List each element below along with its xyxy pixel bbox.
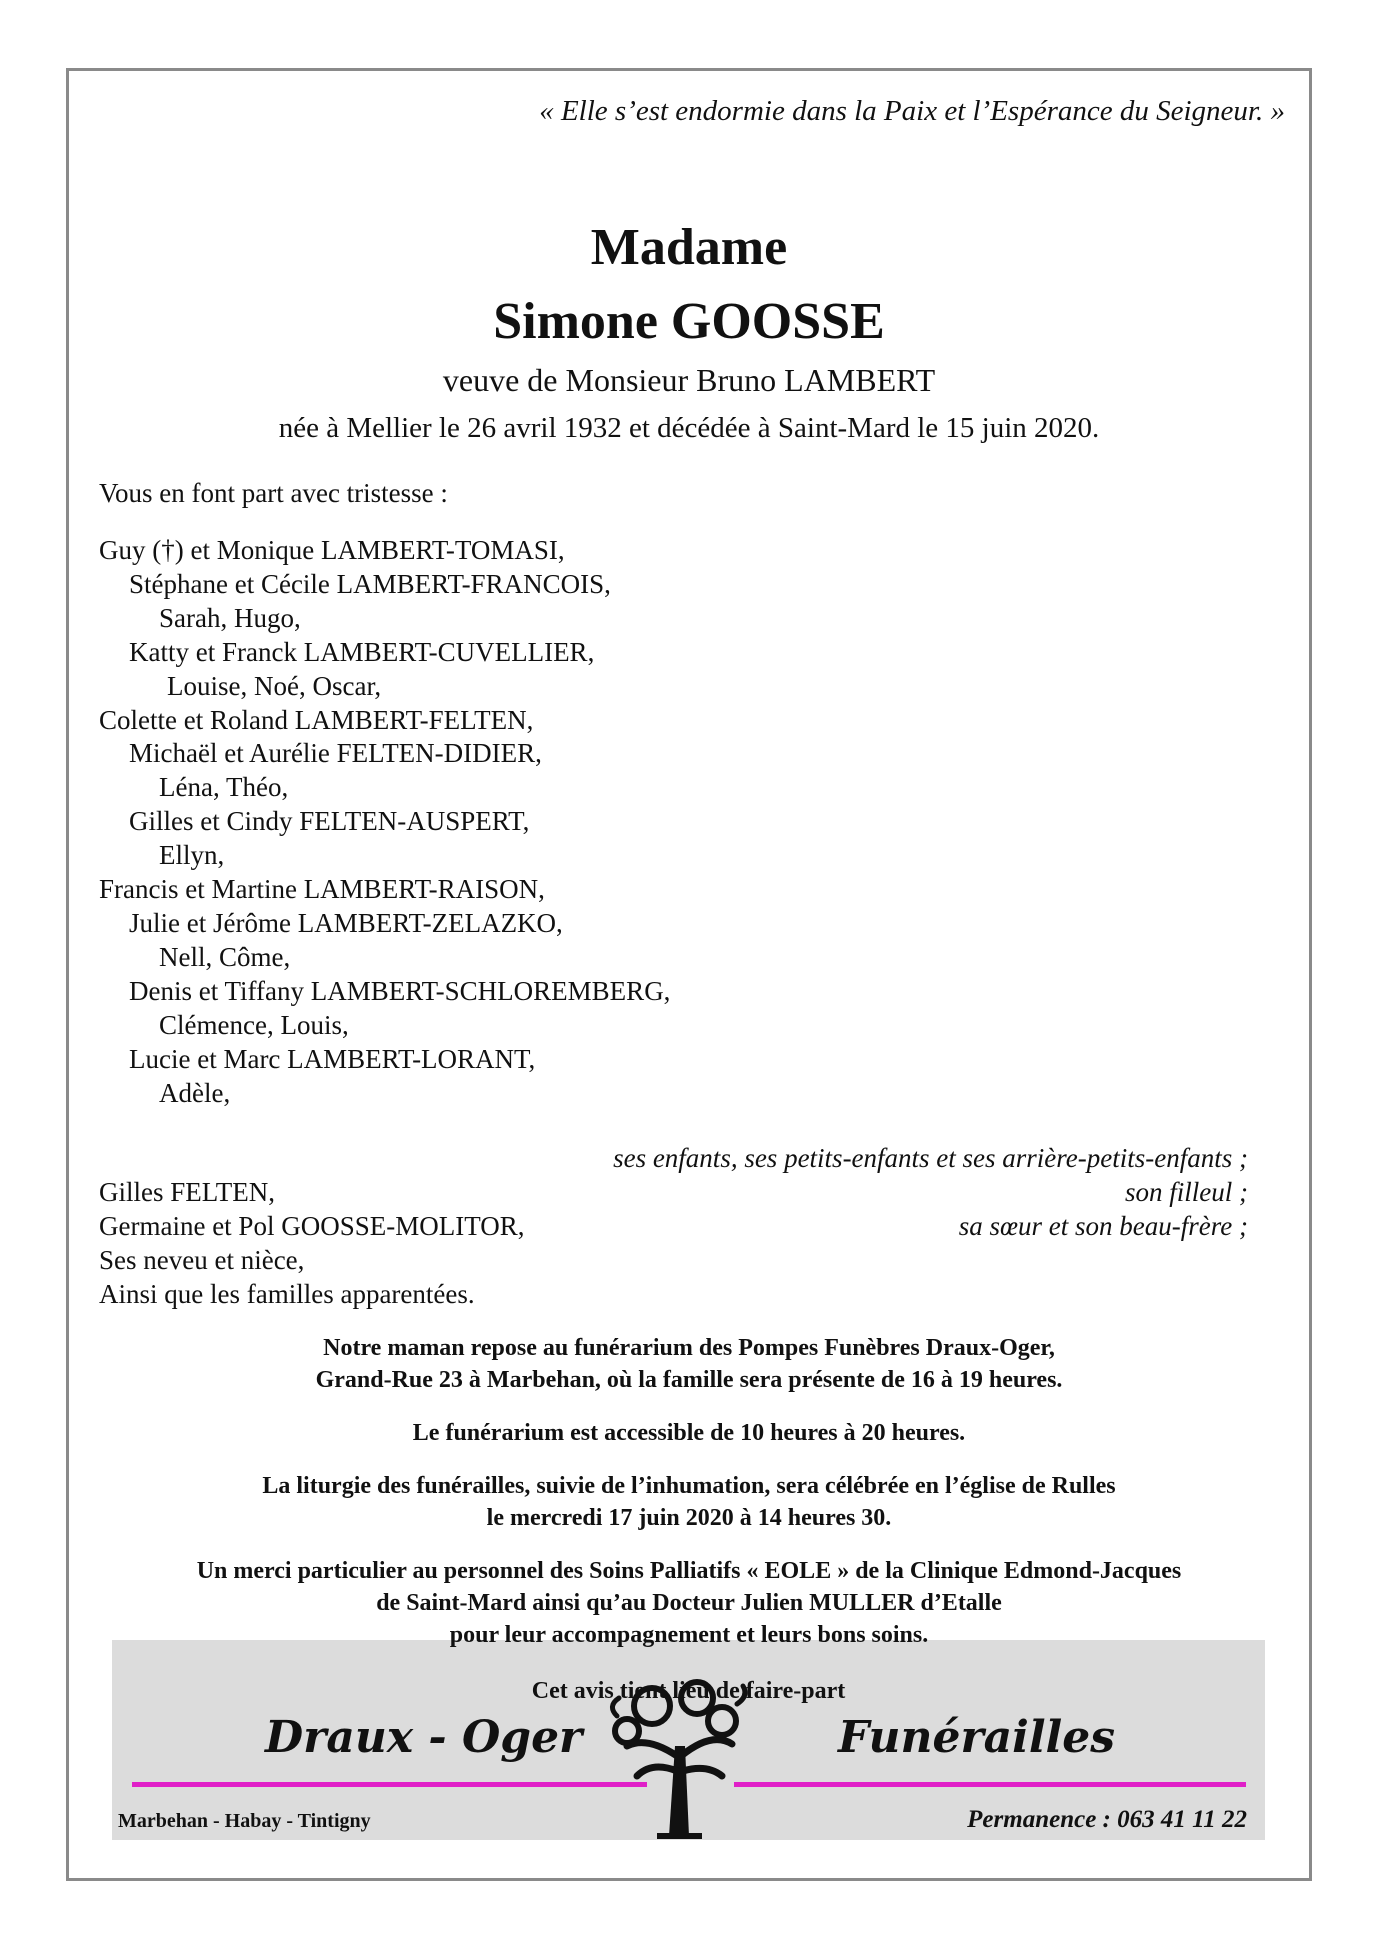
relation-children: ses enfants, ses petits-enfants et ses arrière-petits-enfants ; xyxy=(613,1143,1248,1173)
accent-line-left xyxy=(132,1782,647,1787)
godson-relation: son filleul ; xyxy=(1125,1177,1248,1207)
family-member-line: Clémence, Louis, xyxy=(159,1009,349,1040)
family-member-line: Francis et Martine LAMBERT-RAISON, xyxy=(99,874,545,905)
family-member-line: Nell, Côme, xyxy=(159,941,291,972)
banner-lead: Cet avis tient lieu de faire-part xyxy=(531,1678,846,1704)
sister-relation: sa sœur et son beau-frère ; xyxy=(958,1211,1248,1241)
birth-death-line: née à Mellier le 26 avril 1932 et décédée à Saint-Mard le 15 juin 2020. xyxy=(278,412,1100,444)
thanks-line-3: pour leur accompagnement et leurs bons soins. xyxy=(449,1622,929,1648)
family-member-line: Colette et Roland LAMBERT-FELTEN, xyxy=(99,704,534,735)
family-member-line: Guy (†) et Monique LAMBERT-TOMASI, xyxy=(99,535,565,565)
family-member-line: Louise, Noé, Oscar, xyxy=(167,670,382,701)
family-member-line: Michaël et Aurélie FELTEN-DIDIER, xyxy=(129,738,542,769)
rest-line-2: Grand-Rue 23 à Marbehan, où la famille sera présente de 16 à 19 heures. xyxy=(315,1367,1063,1393)
family-member-line: Ellyn, xyxy=(159,840,225,871)
family-member-line: Adèle, xyxy=(159,1077,231,1108)
godson-name: Gilles FELTEN, xyxy=(99,1177,276,1207)
family-member-line: Sarah, Hugo, xyxy=(159,602,301,633)
family-member-line: Julie et Jérôme LAMBERT-ZELAZKO, xyxy=(129,907,563,938)
nephew-line: Ses neveu et nièce, xyxy=(99,1245,305,1275)
thanks-line-2: de Saint-Mard ainsi qu’au Docteur Julien MULLER d’Etalle xyxy=(376,1590,1002,1616)
accent-line-right xyxy=(734,1782,1246,1787)
phone-text: Permanence : 063 41 11 22 xyxy=(967,1806,1247,1833)
tree-logo-icon xyxy=(597,1676,757,1840)
liturgy-line-1: La liturgie des funérailles, suivie de l’inhumation, sera célébrée en l’église de Rulles xyxy=(262,1473,1116,1499)
brand-name-right: Funérailles xyxy=(838,1712,1116,1763)
opening-quote: « Elle s’est endormie dans la Paix et l’Espérance du Seigneur. » xyxy=(539,95,1285,127)
family-list xyxy=(99,534,670,1110)
access-line: Le funérarium est accessible de 10 heures à 20 heures. xyxy=(412,1420,966,1446)
deceased-title: Madame xyxy=(590,219,788,276)
deceased-name: Simone GOOSSE xyxy=(493,293,885,350)
funeral-home-banner xyxy=(112,1640,1265,1840)
family-member-line: Lucie et Marc LAMBERT-LORANT, xyxy=(129,1043,536,1074)
brand-name-left: Draux - Oger xyxy=(265,1712,583,1763)
intro-text: Vous en font part avec tristesse : xyxy=(99,478,448,508)
family-member-line: Léna, Théo, xyxy=(159,772,289,803)
family-member-line: Katty et Franck LAMBERT-CUVELLIER, xyxy=(129,636,595,667)
liturgy-line-2: le mercredi 17 juin 2020 à 14 heures 30. xyxy=(486,1505,892,1531)
towns-text: Marbehan - Habay - Tintigny xyxy=(118,1810,371,1832)
sister-name: Germaine et Pol GOOSSE-MOLITOR, xyxy=(99,1211,525,1241)
family-member-line: Denis et Tiffany LAMBERT-SCHLOREMBERG, xyxy=(129,975,671,1006)
family-member-line: Stéphane et Cécile LAMBERT-FRANCOIS, xyxy=(129,568,611,599)
thanks-line-1: Un merci particulier au personnel des Soins Palliatifs « EOLE » de la Clinique Edmond-Jacques xyxy=(196,1558,1182,1584)
families-line: Ainsi que les familles apparentées. xyxy=(99,1279,475,1309)
family-member-line: Gilles et Cindy FELTEN-AUSPERT, xyxy=(129,806,530,837)
widow-of: veuve de Monsieur Bruno LAMBERT xyxy=(442,362,936,398)
rest-line-1: Notre maman repose au funérarium des Pompes Funèbres Draux-Oger, xyxy=(323,1335,1055,1361)
